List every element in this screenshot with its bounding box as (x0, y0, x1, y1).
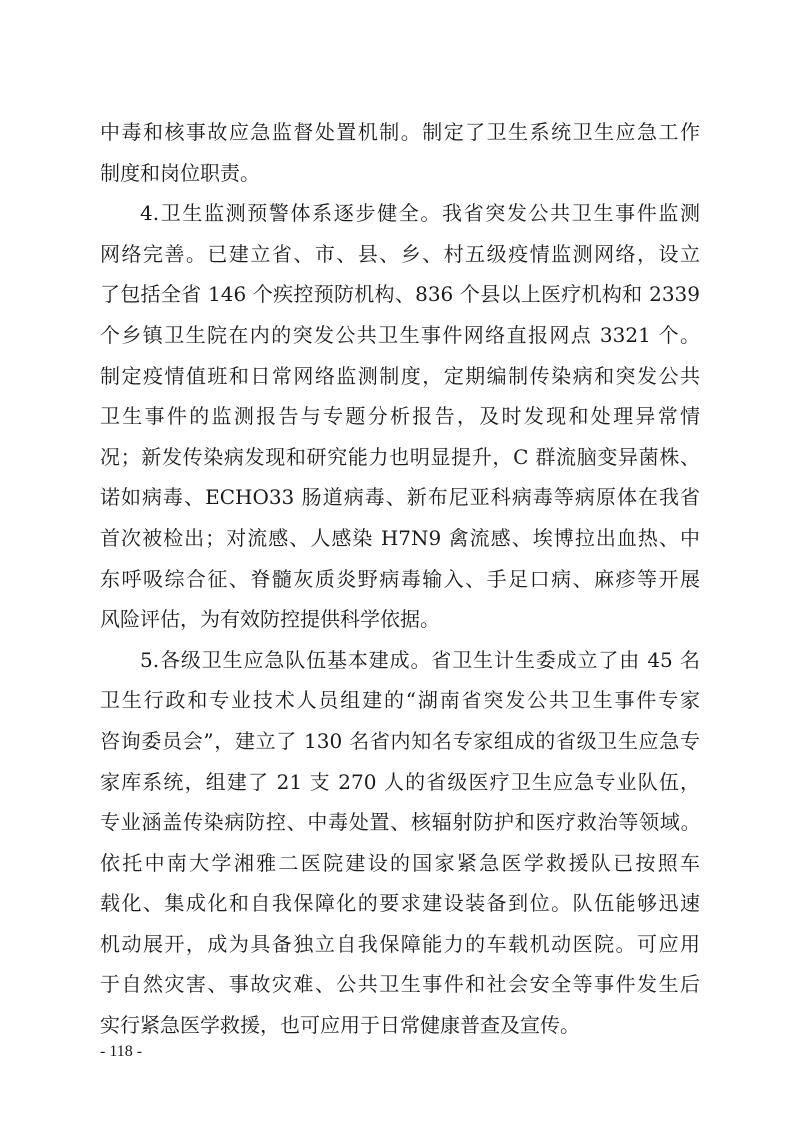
text-line: 了包括全省 146 个疾控预防机构、836 个县以上医疗机构和 2339 (100, 282, 700, 307)
text-line: 依托中南大学湘雅二医院建设的国家紧急医学救援队已按照车 (100, 850, 700, 875)
text-line: 制度和岗位职责。 (100, 160, 260, 185)
page-number: - 118 - (100, 1043, 143, 1060)
text-line: 于自然灾害、事故灾难、公共卫生事件和社会安全等事件发生后 (100, 972, 700, 997)
text-line: 制定疫情值班和日常网络监测制度，定期编制传染病和突发公共 (100, 363, 700, 388)
text-line: 诺如病毒、ECHO33 肠道病毒、新布尼亚科病毒等病原体在我省 (100, 485, 700, 510)
text-line: 风险评估，为有效防控提供科学依据。 (100, 607, 440, 632)
text-line: 家库系统，组建了 21 支 270 人的省级医疗卫生应急专业队伍， (100, 769, 700, 794)
text-line: 况；新发传染病发现和研究能力也明显提升，C 群流脑变异菌株、 (100, 444, 700, 469)
text-line: 机动展开，成为具备独立自我保障能力的车载机动医院。可应用 (100, 931, 700, 956)
text-line: 个乡镇卫生院在内的突发公共卫生事件网络直报网点 3321 个。 (100, 322, 700, 347)
text-line: 咨询委员会”，建立了 130 名省内知名专家组成的省级卫生应急专 (100, 728, 700, 753)
text-line: 载化、集成化和自我保障化的要求建设装备到位。队伍能够迅速 (100, 891, 700, 916)
section-5-heading-line: 5.各级卫生应急队伍基本建成。省卫生计生委成立了由 45 名 (140, 647, 700, 672)
text-line: 网络完善。已建立省、市、县、乡、村五级疫情监测网络，设立 (100, 241, 700, 266)
text-line: 首次被检出；对流感、人感染 H7N9 禽流感、埃博拉出血热、中 (100, 525, 700, 550)
text-line: 东呼吸综合征、脊髓灰质炎野病毒输入、手足口病、麻疹等开展 (100, 566, 700, 591)
text-line: 专业涵盖传染病防控、中毒处置、核辐射防护和医疗救治等领域。 (100, 810, 700, 835)
text-line: 卫生事件的监测报告与专题分析报告，及时发现和处理异常情 (100, 404, 700, 429)
text-line: 中毒和核事故应急监督处置机制。制定了卫生系统卫生应急工作 (100, 120, 700, 144)
text-line: 实行紧急医学救援，也可应用于日常健康普查及宣传。 (100, 1013, 580, 1038)
section-4-heading-line: 4.卫生监测预警体系逐步健全。我省突发公共卫生事件监测 (140, 201, 700, 226)
text-line: 卫生行政和专业技术人员组建的“湖南省突发公共卫生事件专家 (100, 688, 700, 713)
body-text (100, 112, 700, 1046)
